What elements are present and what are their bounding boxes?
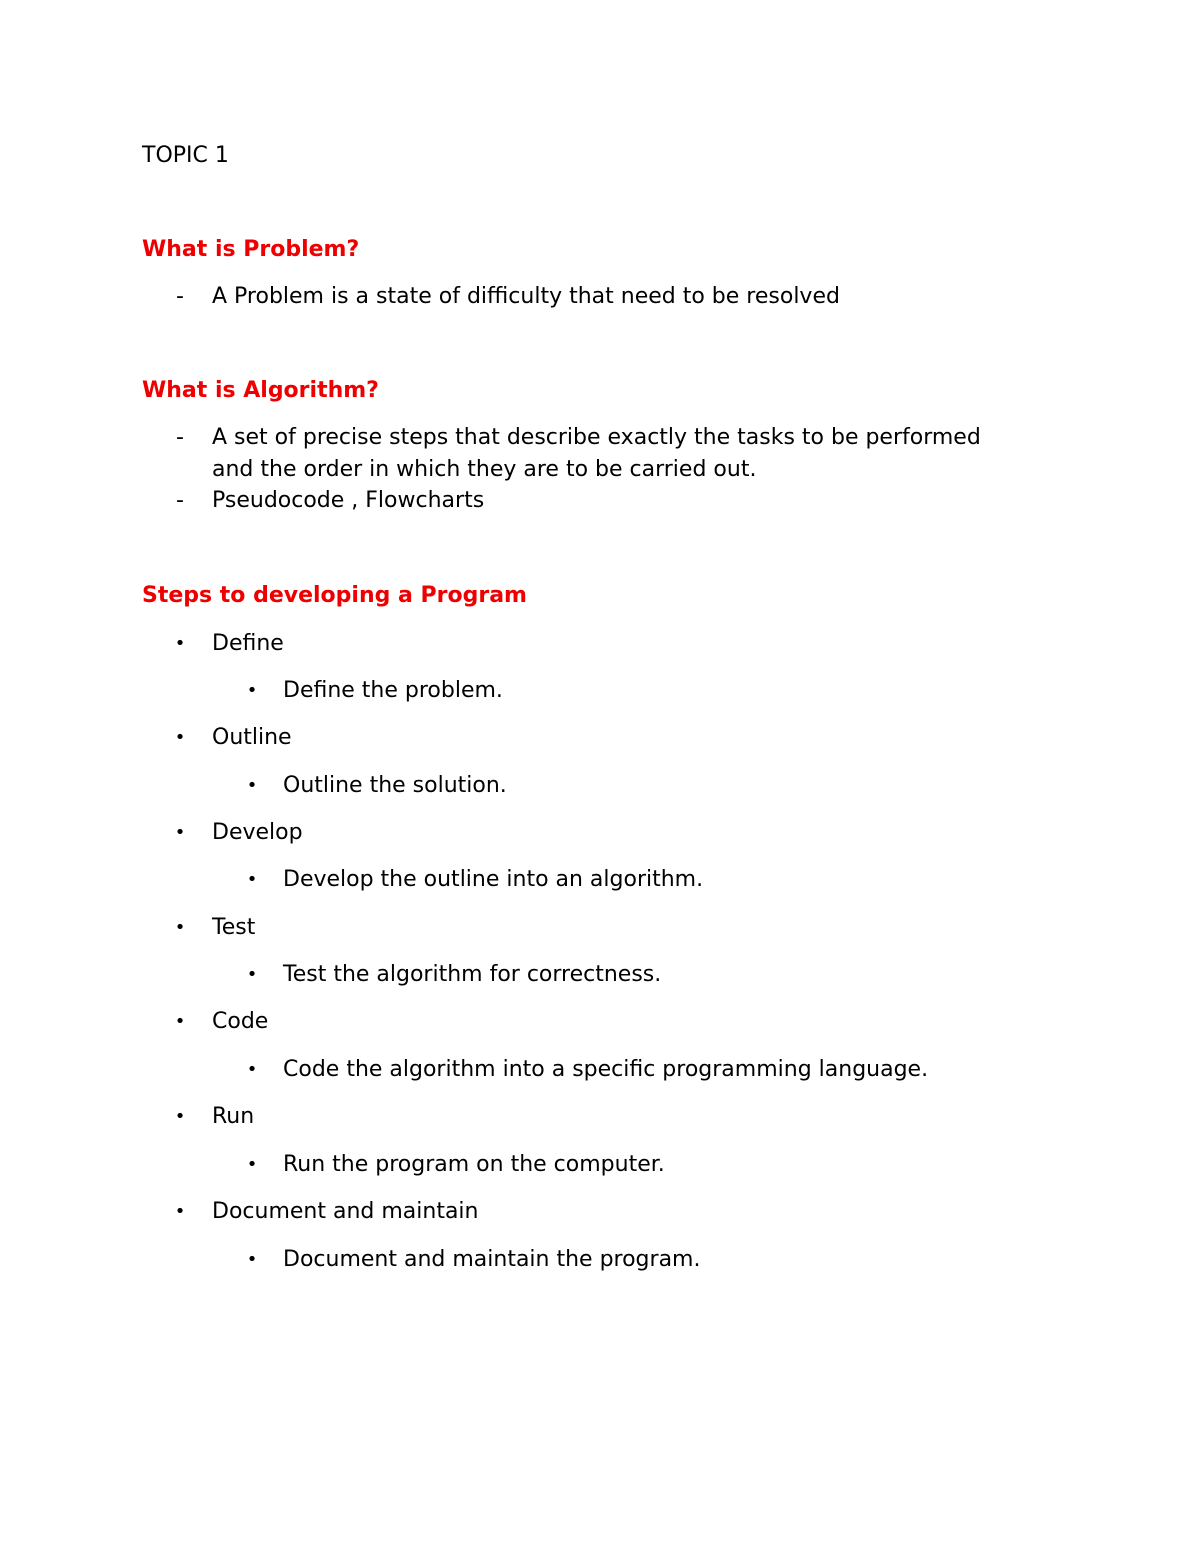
algorithm-definition-line-2: and the order in which they are to be carried out.: [212, 457, 757, 482]
bullet-marker: •: [174, 1106, 186, 1127]
bullet-marker: •: [246, 1059, 258, 1080]
step-title: Test: [212, 915, 256, 940]
step-detail: Run the program on the computer.: [283, 1152, 665, 1177]
topic-title: TOPIC 1: [142, 143, 229, 168]
problem-definition: A Problem is a state of difficulty that need to be resolved: [212, 284, 840, 309]
bullet-marker: •: [174, 917, 186, 938]
heading-problem: What is Problem?: [142, 237, 360, 262]
algorithm-definition-line-1: A set of precise steps that describe exactly the tasks to be performed: [212, 425, 981, 450]
heading-algorithm: What is Algorithm?: [142, 378, 379, 403]
dash-marker: -: [176, 284, 184, 309]
step-detail: Code the algorithm into a specific programming language.: [283, 1057, 929, 1082]
bullet-marker: •: [246, 964, 258, 985]
step-detail: Test the algorithm for correctness.: [283, 962, 662, 987]
step-title: Outline: [212, 725, 292, 750]
step-title: Define: [212, 631, 284, 656]
step-detail: Outline the solution.: [283, 773, 507, 798]
bullet-marker: •: [246, 869, 258, 890]
bullet-marker: •: [246, 775, 258, 796]
bullet-marker: •: [246, 1154, 258, 1175]
bullet-marker: •: [174, 1011, 186, 1032]
bullet-marker: •: [174, 822, 186, 843]
step-title: Run: [212, 1104, 255, 1129]
heading-steps: Steps to developing a Program: [142, 583, 527, 608]
step-title: Code: [212, 1009, 269, 1034]
step-title: Develop: [212, 820, 303, 845]
step-title: Document and maintain: [212, 1199, 479, 1224]
bullet-marker: •: [246, 1249, 258, 1270]
bullet-marker: •: [174, 1201, 186, 1222]
step-detail: Document and maintain the program.: [283, 1247, 701, 1272]
bullet-marker: •: [174, 727, 186, 748]
bullet-marker: •: [246, 680, 258, 701]
dash-marker: -: [176, 425, 184, 450]
step-detail: Define the problem.: [283, 678, 503, 703]
algorithm-forms: Pseudocode , Flowcharts: [212, 488, 485, 513]
bullet-marker: •: [174, 633, 186, 654]
dash-marker: -: [176, 488, 184, 513]
step-detail: Develop the outline into an algorithm.: [283, 867, 704, 892]
